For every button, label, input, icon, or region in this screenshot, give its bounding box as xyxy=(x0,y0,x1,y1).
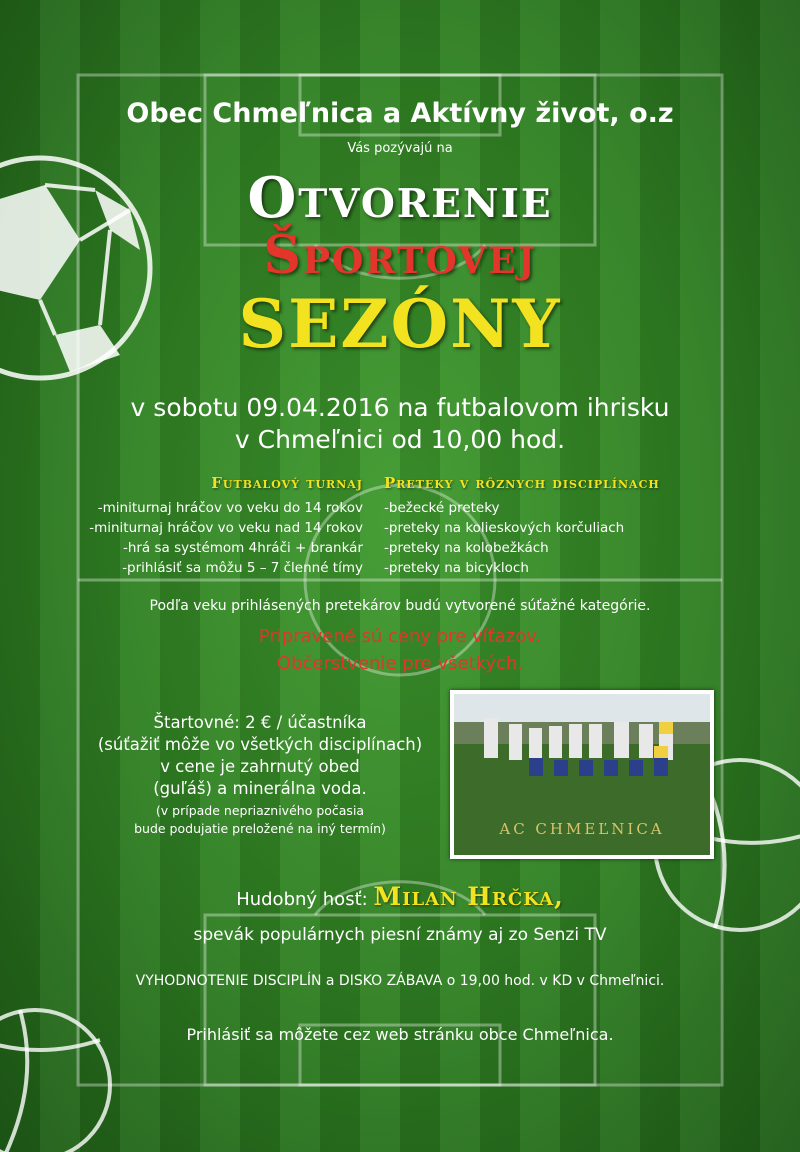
prizes-text: Pripravené sú ceny pre víťazov. xyxy=(258,626,542,647)
football-list xyxy=(89,498,363,578)
list-item: -preteky na kolieskových korčuliach xyxy=(384,520,625,536)
guest-description: spevák populárnych piesní známy aj zo Senzi TV xyxy=(193,925,607,945)
categories-note: Podľa veku prihlásených pretekárov budú vytvorené súťažné kategórie. xyxy=(149,598,651,614)
title-line-1: Otvorenie xyxy=(247,165,553,231)
photo-caption: AC CHMEĽNICA xyxy=(499,820,665,838)
event-date: v sobotu 09.04.2016 na futbalovom ihrisku xyxy=(130,393,670,422)
title-line-2: Športovej xyxy=(263,225,537,286)
invitation-text: Vás pozývajú na xyxy=(347,141,453,156)
title-line-3: SEZÓNY xyxy=(238,285,562,363)
list-item: -prihlásiť sa môžu 5 – 7 členné tímy xyxy=(122,560,363,576)
fee-detail: (guľáš) a minerálna voda. xyxy=(153,779,367,798)
fee-detail: v cene je zahrnutý obed xyxy=(160,757,360,776)
guest-name: Milan Hrčka, xyxy=(373,882,564,911)
event-time: v Chmeľnici od 10,00 hod. xyxy=(234,425,566,454)
list-item: -bežecké preteky xyxy=(384,500,500,516)
races-list xyxy=(384,498,624,578)
music-guest xyxy=(0,882,800,911)
list-item: -preteky na kolobežkách xyxy=(384,540,549,556)
list-item: -miniturnaj hráčov vo veku nad 14 rokov xyxy=(89,520,363,536)
football-heading: Futbalový turnaj xyxy=(211,474,363,492)
organizers: Obec Chmeľnica a Aktívny život, o.z xyxy=(126,98,674,129)
entry-fee: Štartovné: 2 € / účastníka xyxy=(153,713,367,732)
list-item: -preteky na bicykloch xyxy=(384,560,529,576)
weather-note: bude podujatie preložené na iný termín) xyxy=(134,821,386,836)
guest-prefix: Hudobný hosť: xyxy=(236,889,368,910)
team-photo xyxy=(450,690,714,859)
races-heading: Preteky v rôznych disciplínach xyxy=(384,474,660,492)
registration-info: Prihlásiť sa môžete cez web stránku obce Chmeľnica. xyxy=(186,1025,614,1044)
evening-program: VYHODNOTENIE DISCIPLÍN a DISKO ZÁBAVA o 19,00 hod. v KD v Chmeľnici. xyxy=(135,973,665,989)
list-item: -hrá sa systémom 4hráči + brankár xyxy=(122,540,363,556)
weather-note: (v prípade nepriaznivého počasia xyxy=(155,803,365,818)
fee-detail: (súťažiť môže vo všetkých disciplínach) xyxy=(97,735,423,754)
list-item: -miniturnaj hráčov vo veku do 14 rokov xyxy=(97,500,363,516)
refreshments-text: Občerstvenie pre všetkých. xyxy=(276,653,524,674)
